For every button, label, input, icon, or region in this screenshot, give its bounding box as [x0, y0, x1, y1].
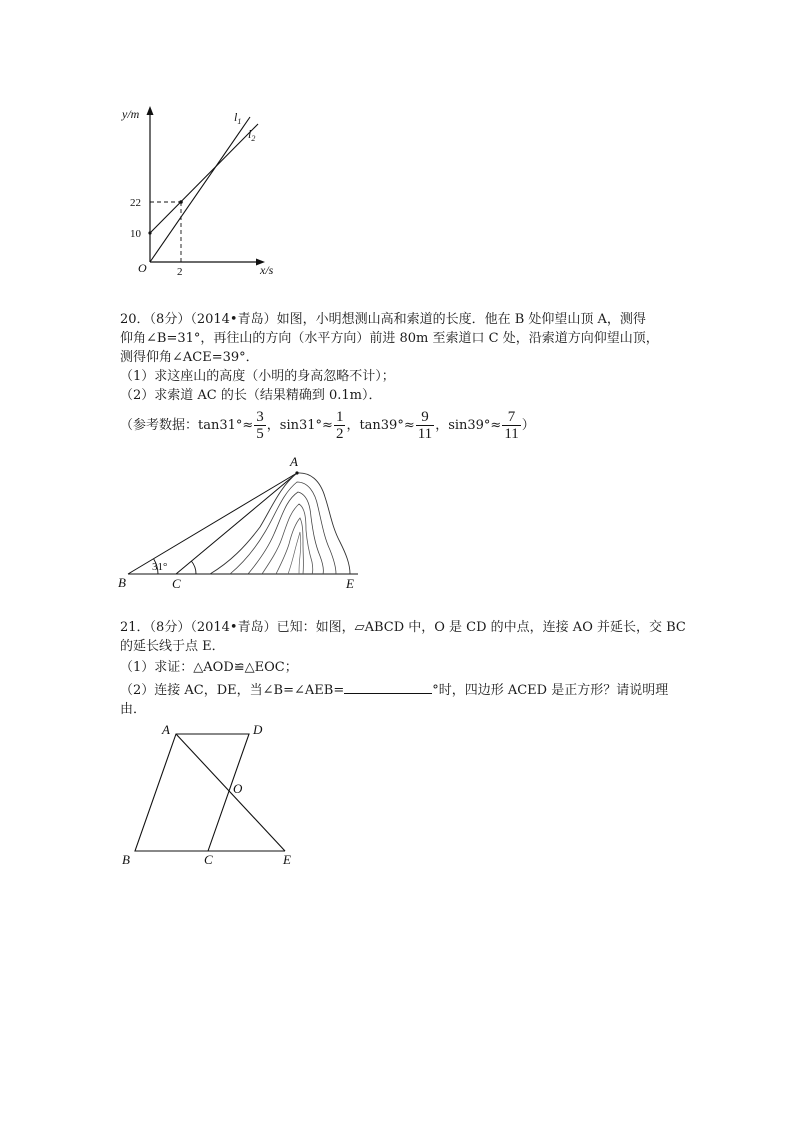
frac-sin39: $\frac{7}{11}$	[504, 409, 519, 442]
distance-time-graph	[110, 100, 290, 280]
label-B: B	[118, 575, 126, 590]
label-A: A	[290, 454, 298, 469]
q21-part2-suffix: °时，四边形 ACED 是正方形？请说明理	[432, 683, 669, 698]
tick-label-10: 10	[130, 228, 141, 240]
q21-part1: （1）求证：△AOD≌△EOC；	[120, 660, 298, 675]
label-B: B	[122, 852, 130, 867]
line-l2-label: $l_2$	[248, 127, 256, 143]
frac-tan39: $\frac{9}{11}$	[417, 409, 433, 442]
y-axis-arrow	[147, 106, 154, 115]
angle-arc-C	[191, 561, 196, 574]
q21-stem-line2: 的延长线于点 E．	[120, 639, 225, 654]
ref-suffix: ）	[521, 418, 535, 433]
angle-label-31: 31°	[152, 561, 168, 573]
tick-label-22: 22	[130, 197, 141, 209]
line-l1-label: $l_1$	[234, 110, 242, 126]
ref-tan39: ，tan39°≈	[346, 418, 415, 433]
point-2-22	[179, 200, 183, 204]
frac-sin31: $\frac{1}{2}$	[335, 409, 344, 442]
q21-part2	[120, 681, 668, 699]
frac-tan31: $\frac{3}{5}$	[256, 409, 264, 442]
mountain-figure	[110, 452, 370, 594]
label-E: E	[346, 576, 354, 591]
ref-sin39: ，sin39°≈	[435, 418, 502, 433]
label-C: C	[172, 576, 181, 591]
q21-part2-line2: 由．	[120, 702, 147, 717]
segment-AE	[176, 734, 285, 851]
y-axis-label: y/m	[122, 107, 140, 121]
q21-stem-line1: 21．（8分）（2014•青岛）已知：如图，▱ABCD 中，O 是 CD 的中点，连接 AO 并延长，交 BC	[120, 620, 686, 635]
mountain-contour-6	[288, 532, 301, 574]
label-A: A	[162, 722, 170, 737]
q20-stem-line2: 仰角∠B=31°，再往山的方向（水平方向）前进 80m 至索道口 C 处，沿索道方向仰望山顶，	[120, 331, 659, 346]
line-l1	[150, 117, 250, 262]
q20-part2: （2）求索道 AC 的长（结果精确到 0.1m）．	[120, 388, 382, 403]
mountain-contour-4	[262, 504, 313, 574]
q20-stem-line3: 测得仰角∠ACE=39°．	[120, 350, 259, 365]
q20-part1: （1）求这座山的高度（小明的身高忽略不计）；	[120, 369, 395, 384]
answer-blank[interactable]	[344, 681, 432, 694]
label-D: D	[253, 722, 263, 737]
line-CA	[176, 473, 297, 574]
origin-label: O	[138, 261, 147, 275]
x-axis-label: x/s	[260, 263, 274, 277]
label-E: E	[283, 852, 291, 867]
tick-label-2: 2	[177, 266, 183, 278]
mountain-outline	[210, 473, 350, 574]
q21-part2-prefix: （2）连接 AC，DE，当∠B=∠AEB=	[120, 683, 345, 698]
ref-prefix: （参考数据：tan31°≈	[120, 418, 254, 433]
label-C: C	[204, 852, 213, 867]
parallelogram-figure	[112, 718, 312, 870]
label-O: O	[233, 781, 243, 796]
point-A	[295, 471, 298, 474]
line-l2	[150, 124, 258, 233]
point-0-10	[148, 231, 151, 234]
q20-reference-data	[120, 409, 535, 443]
ref-sin31: ，sin31°≈	[266, 418, 333, 433]
q20-stem-line1: 20．（8分）（2014•青岛）如图，小明想测山高和索道的长度．他在 B 处仰望山顶 A，测得	[120, 312, 646, 327]
